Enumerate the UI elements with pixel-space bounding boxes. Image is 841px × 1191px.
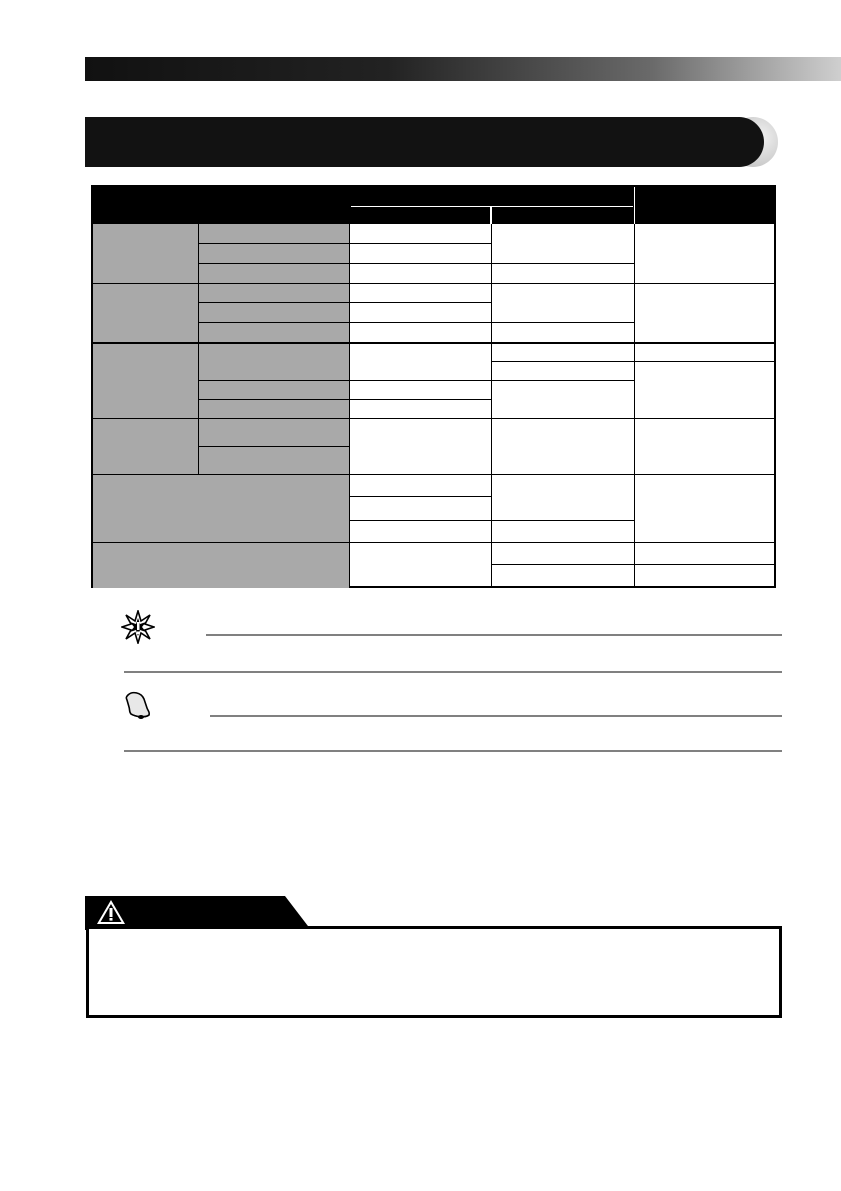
table-subheader-b	[492, 206, 634, 224]
group-divider-3	[93, 418, 776, 419]
specifications-table	[91, 185, 776, 588]
row-group-merged	[93, 474, 349, 588]
row-divider	[199, 302, 491, 303]
divider	[198, 224, 199, 474]
warning-triangle-icon	[95, 898, 127, 926]
group-divider-2	[93, 342, 776, 344]
page-header-bar	[85, 57, 841, 81]
memo-note-top-rule	[210, 715, 782, 717]
header-divider	[351, 206, 633, 207]
col-divider-1	[349, 224, 350, 588]
group-divider-4	[93, 474, 776, 475]
starburst-icon	[121, 610, 155, 644]
row-divider	[349, 496, 491, 497]
important-note-bottom-rule	[124, 671, 782, 673]
row-label-column	[199, 224, 349, 474]
row-divider	[199, 263, 634, 264]
memo-note-bottom-rule	[124, 750, 782, 752]
table-subheader-a	[349, 206, 491, 224]
row-group-column	[93, 224, 198, 474]
col-divider-2	[491, 224, 492, 588]
group-divider-1	[93, 283, 776, 284]
row-divider	[199, 243, 491, 244]
row-divider	[349, 520, 634, 521]
row-divider	[199, 322, 634, 323]
row-divider	[199, 399, 491, 400]
warning-box	[86, 926, 782, 1018]
group-divider-5	[93, 542, 776, 543]
bell-icon	[122, 689, 152, 721]
important-note-top-rule	[206, 634, 782, 636]
col-divider-3	[634, 224, 635, 588]
row-divider	[199, 380, 634, 381]
row-divider	[491, 564, 776, 565]
table-header-right	[634, 187, 776, 224]
row-divider	[199, 446, 349, 447]
section-title-bar	[85, 117, 761, 167]
table-header-left	[93, 187, 349, 224]
row-divider	[491, 361, 776, 362]
table-header-middle	[349, 187, 634, 206]
